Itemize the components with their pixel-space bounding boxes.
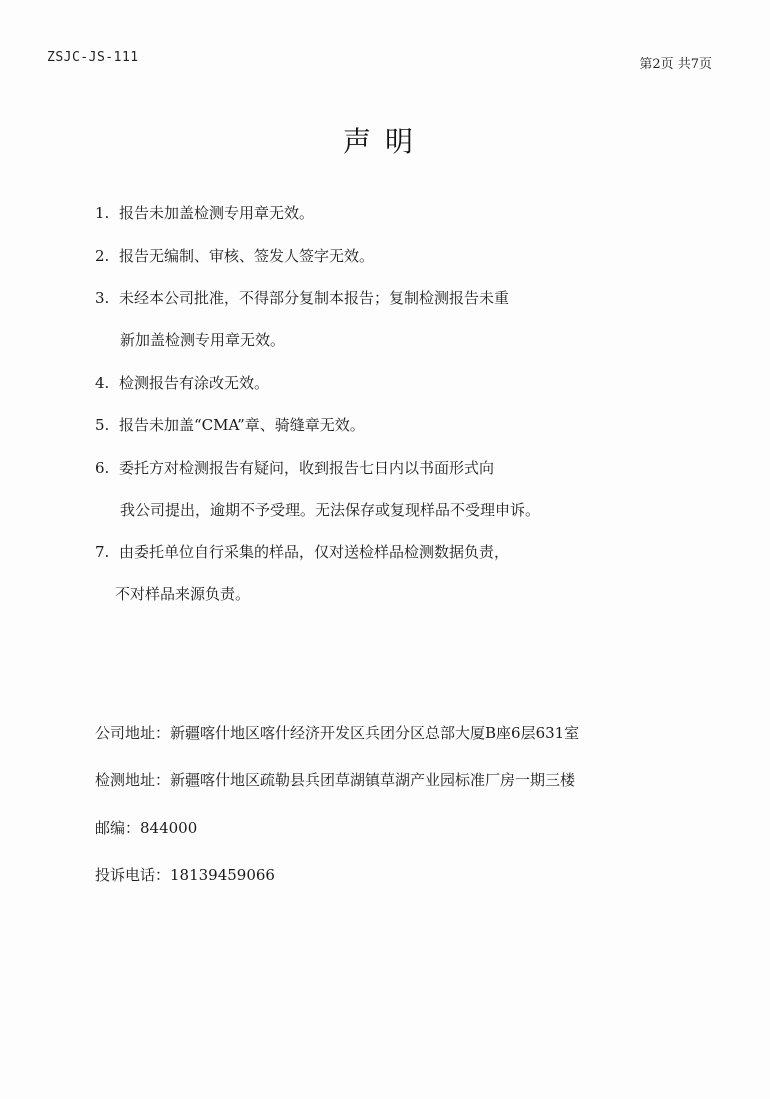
statement-number: 3. — [95, 289, 110, 307]
statement-text: 报告无编制、审核、签发人签字无效。 — [119, 247, 375, 265]
statement-text: 委托方对检测报告有疑问，收到报告七日内以书面形式向 — [119, 459, 495, 477]
complaint-phone: 投诉电话：18139459066 — [95, 866, 275, 884]
statement-item-3 — [95, 287, 509, 352]
statement-item-7 — [95, 541, 509, 606]
statement-number: 7. — [95, 543, 110, 561]
statement-number: 4. — [95, 374, 110, 392]
document-code: ZSJC-JS-111 — [47, 50, 139, 65]
statement-continuation: 不对样品来源负责。 — [115, 585, 251, 603]
statement-item-5 — [95, 414, 365, 437]
statement-item-6 — [95, 457, 540, 522]
statement-text: 报告未加盖“CMA”章、骑缝章无效。 — [119, 416, 365, 434]
page-number: 第2页 共7页 — [639, 57, 712, 72]
company-address: 公司地址：新疆喀什地区喀什经济开发区兵团分区总部大厦B座6层631室 — [95, 724, 580, 742]
statement-number: 2. — [95, 247, 110, 265]
statement-number: 6. — [95, 459, 110, 477]
statement-item-1 — [95, 202, 314, 225]
statement-text: 由委托单位自行采集的样品，仅对送检样品检测数据负责， — [119, 543, 510, 561]
statement-item-2 — [95, 245, 374, 268]
statement-continuation: 我公司提出，逾期不予受理。无法保存或复现样品不受理申诉。 — [120, 501, 541, 519]
page-title: 声明 — [342, 125, 427, 158]
statement-item-4 — [95, 372, 269, 395]
statement-number: 1. — [95, 204, 110, 222]
statement-continuation: 新加盖检测专用章无效。 — [120, 331, 286, 349]
statement-text: 未经本公司批准，不得部分复制本报告；复制检测报告未重 — [119, 289, 510, 307]
test-address: 检测地址：新疆喀什地区疏勒县兵团草湖镇草湖产业园标准厂房一期三楼 — [95, 771, 576, 789]
statement-text: 报告未加盖检测专用章无效。 — [119, 204, 315, 222]
postcode: 邮编：844000 — [95, 819, 198, 837]
statement-text: 检测报告有涂改无效。 — [119, 374, 270, 392]
statement-number: 5. — [95, 416, 110, 434]
